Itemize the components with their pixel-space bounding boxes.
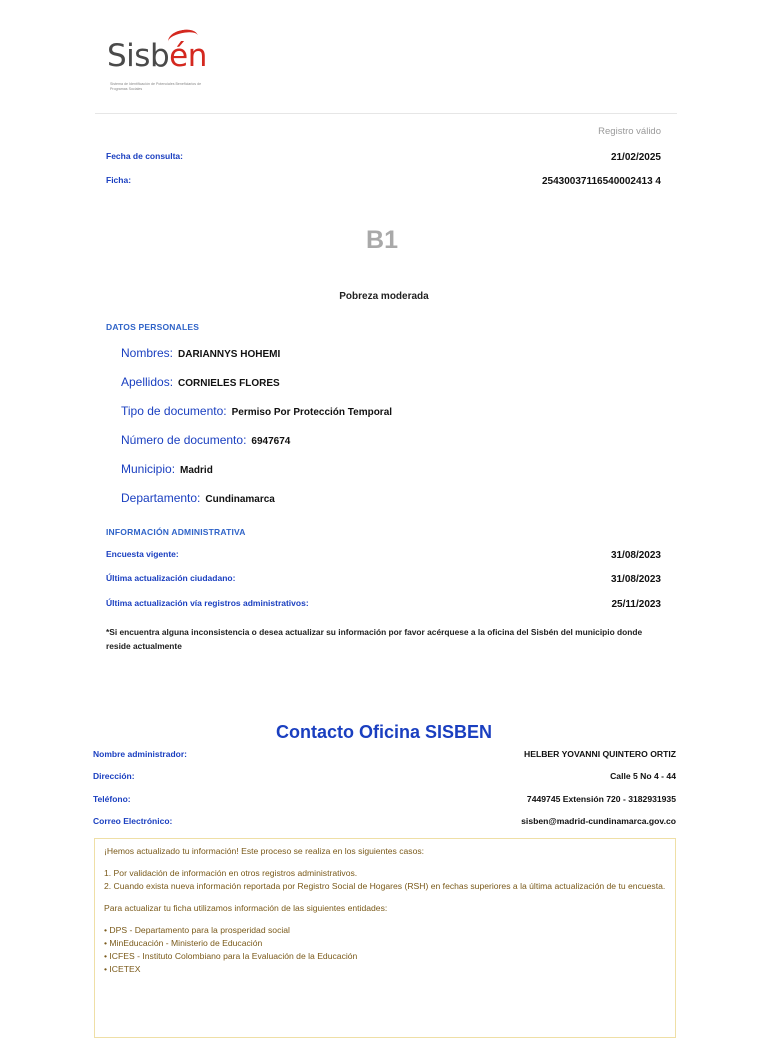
ficha-value: 25430037116540002413 4 <box>541 176 661 187</box>
info-case-2: 2. Cuando exista nueva información reportada por Registro Social de Hogares (RSH) en fechas superiores a la última actualización de tu encuesta. <box>104 881 666 891</box>
inconsistencia-note: *Si encuentra alguna inconsistencia o desea actualizar su información por favor acérquese a la oficina del Sisbén del municipio donde reside actualmente <box>106 627 643 651</box>
fecha-consulta-label: Fecha de consulta: <box>106 151 183 161</box>
nombre-administrador-value: HELBER YOVANNI QUINTERO ORTIZ <box>524 749 676 759</box>
logo-accent: én <box>169 38 207 74</box>
group-description: Pobreza moderada <box>339 291 429 302</box>
departamento-label: Departamento: <box>121 491 201 505</box>
sisben-group: B1 <box>366 226 398 254</box>
info-administrativa-heading: INFORMACIÓN ADMINISTRATIVA <box>106 527 246 537</box>
direccion-value: Calle 5 No 4 - 44 <box>610 771 676 781</box>
encuesta-vigente-value: 31/08/2023 <box>610 550 661 561</box>
apellidos-value: CORNIELES FLORES <box>178 378 280 389</box>
entity-item: • DPS - Departamento para la prosperidad social <box>104 924 666 937</box>
nombres-label: Nombres: <box>121 346 174 360</box>
tipo-documento-row <box>121 404 392 418</box>
apellidos-label: Apellidos: <box>121 375 174 389</box>
fecha-consulta-value: 21/02/2025 <box>610 152 661 163</box>
numero-documento-row <box>121 433 290 447</box>
nombre-administrador-label: Nombre administrador: <box>93 749 187 759</box>
correo-value: sisben@madrid-cundinamarca.gov.co <box>521 816 676 826</box>
numero-documento-value: 6947674 <box>251 436 291 447</box>
entity-item: • ICETEX <box>104 963 666 976</box>
actualizacion-registros-label: Última actualización vía registros administrativos: <box>106 598 309 608</box>
departamento-row <box>121 491 275 505</box>
nombres-row <box>121 346 280 360</box>
contacto-title: Contacto Oficina SISBEN <box>275 722 493 742</box>
actualizacion-registros-value: 25/11/2023 <box>611 599 661 610</box>
encuesta-vigente-label: Encuesta vigente: <box>106 549 179 559</box>
telefono-label: Teléfono: <box>93 794 131 804</box>
registro-status: Registro válido <box>598 126 661 137</box>
correo-label: Correo Electrónico: <box>93 816 173 826</box>
logo-subtitle: Sistema de Identificación de Potenciales Beneficiarios de Programas Sociales <box>110 82 202 91</box>
tipo-documento-label: Tipo de documento: <box>121 404 227 418</box>
datos-personales-heading: DATOS PERSONALES <box>106 322 200 332</box>
info-case-1: 1. Por validación de información en otros registros administrativos. <box>104 868 358 878</box>
header-divider <box>95 113 677 114</box>
nombres-value: DARIANNYS HOHEMI <box>178 349 281 360</box>
entity-item: • ICFES - Instituto Colombiano para la Evaluación de la Educación <box>104 950 666 963</box>
actualizacion-info-box <box>94 838 676 1038</box>
departamento-value: Cundinamarca <box>205 494 275 505</box>
info-entities-intro: Para actualizar tu ficha utilizamos información de las siguientes entidades: <box>104 903 388 913</box>
logo-main: Sisb <box>107 38 170 74</box>
tipo-documento-value: Permiso Por Protección Temporal <box>231 407 393 418</box>
apellidos-row <box>121 375 280 389</box>
actualizacion-ciudadano-value: 31/08/2023 <box>610 574 661 585</box>
municipio-label: Municipio: <box>121 462 176 476</box>
ficha-label: Ficha: <box>106 175 132 185</box>
info-intro: ¡Hemos actualizado tu información! Este proceso se realiza en los siguientes casos: <box>104 846 425 856</box>
entities-list <box>104 924 666 976</box>
numero-documento-label: Número de documento: <box>121 433 247 447</box>
municipio-row <box>121 462 213 476</box>
direccion-label: Dirección: <box>93 771 135 781</box>
actualizacion-ciudadano-label: Última actualización ciudadano: <box>106 573 236 583</box>
telefono-value: 7449745 Extensión 720 - 3182931935 <box>526 794 676 804</box>
municipio-value: Madrid <box>180 465 213 476</box>
entity-item: • MinEducación - Ministerio de Educación <box>104 937 666 950</box>
